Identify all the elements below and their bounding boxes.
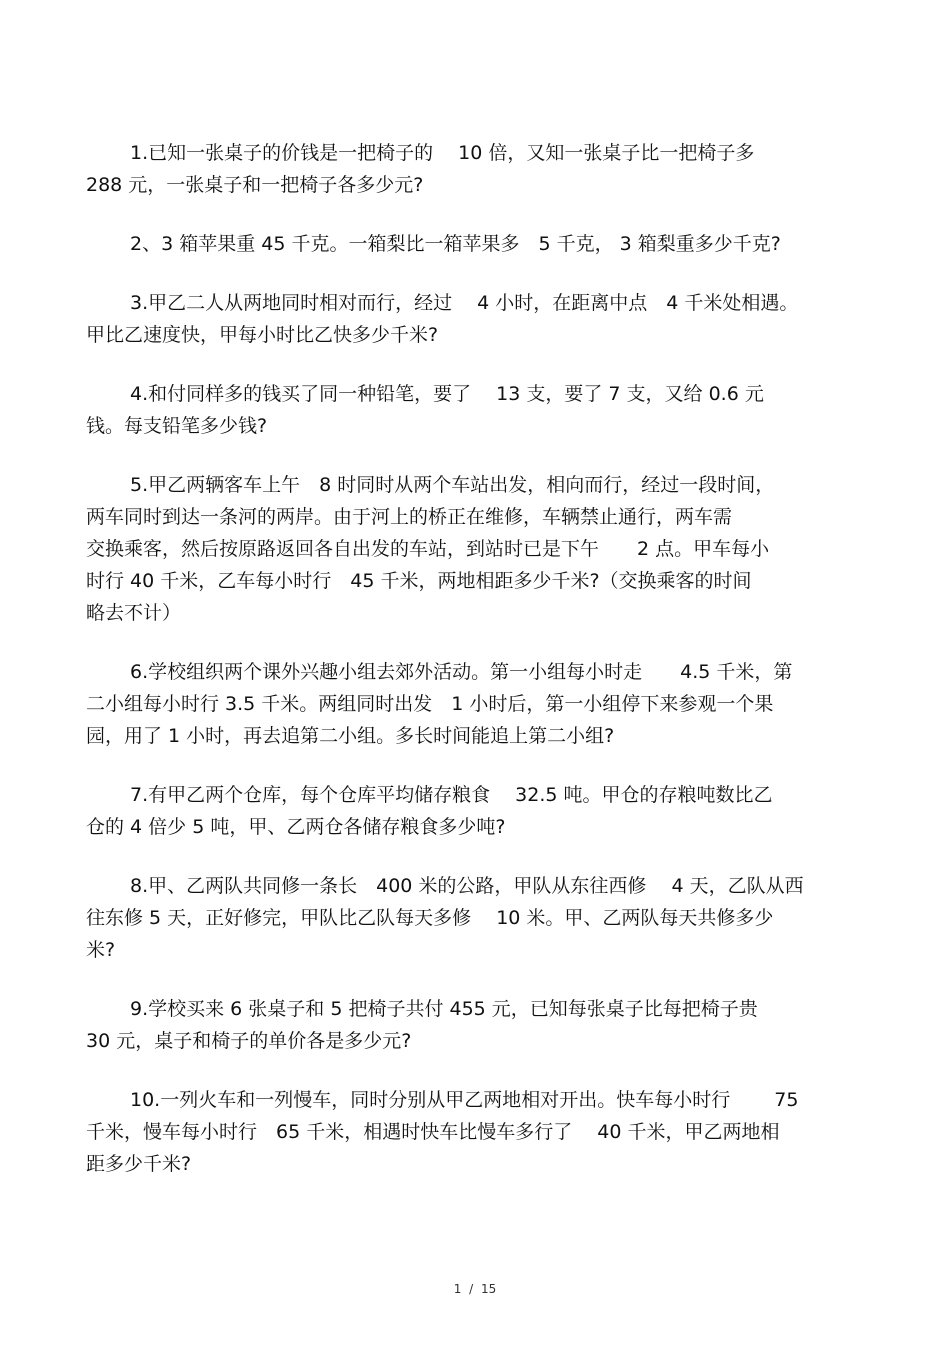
problem-line: 1.已知一张桌子的价钱是一把椅子的 10 倍，又知一张桌子比一把椅子多: [130, 142, 755, 164]
problem-line: 仓的 4 倍少 5 吨，甲、乙两仓各储存粮食多少吨?: [86, 816, 506, 838]
problem-line: 往东修 5 天，正好修完，甲队比乙队每天多修 10 米。甲、乙两队每天共修多少: [86, 907, 774, 929]
problem-line: 6.学校组织两个课外兴趣小组去郊外活动。第一小组每小时走 4.5 千米，第: [130, 661, 793, 683]
problem-10: [86, 1084, 866, 1180]
problem-8: [86, 870, 866, 966]
current-page-number: 1: [453, 1282, 462, 1296]
problem-line: 5.甲乙两辆客车上午 8 时同时从两个车站出发，相向而行，经过一段时间，: [130, 474, 775, 496]
problem-line: 甲比乙速度快，甲每小时比乙快多少千米?: [86, 324, 439, 346]
problem-line: 4.和付同样多的钱买了同一种铅笔，要了 13 支，要了 7 支，又给 0.6 元: [130, 383, 764, 405]
problem-line: 10.一列火车和一列慢车，同时分别从甲乙两地相对开出。快车每小时行 75: [130, 1089, 799, 1111]
page-number-footer: [0, 1282, 950, 1296]
problem-line: 钱。每支铅笔多少钱?: [86, 415, 268, 437]
problem-1: [86, 137, 866, 201]
total-page-count: 15: [481, 1282, 497, 1296]
problem-2: [86, 228, 866, 260]
problem-line: 交换乘客，然后按原路返回各自出发的车站，到站时已是下午 2 点。甲车每小: [86, 538, 770, 560]
problem-7: [86, 779, 866, 843]
problem-line: 二小组每小时行 3.5 千米。两组同时出发 1 小时后，第一小组停下来参观一个果: [86, 693, 774, 715]
problem-list: [86, 137, 866, 1207]
problem-line: 30 元，桌子和椅子的单价各是多少元?: [86, 1030, 412, 1052]
problem-line: 两车同时到达一条河的两岸。由于河上的桥正在维修，车辆禁止通行，两车需: [86, 506, 733, 528]
problem-line: 288 元，一张桌子和一把椅子各多少元?: [86, 174, 424, 196]
problem-line: 7.有甲乙两个仓库，每个仓库平均储存粮食 32.5 吨。甲仓的存粮吨数比乙: [130, 784, 773, 806]
problem-9: [86, 993, 866, 1057]
problem-6: [86, 656, 866, 752]
problem-4: [86, 378, 866, 442]
page-separator: /: [469, 1282, 474, 1296]
problem-line: 9.学校买来 6 张桌子和 5 把椅子共付 455 元，已知每张桌子比每把椅子贵: [130, 998, 758, 1020]
problem-line: 距多少千米?: [86, 1153, 192, 1175]
problem-line: 2、3 箱苹果重 45 千克。一箱梨比一箱苹果多 5 千克， 3 箱梨重多少千克?: [130, 233, 781, 255]
problem-line: 略去不计）: [86, 602, 182, 624]
problem-line: 千米，慢车每小时行 65 千米，相遇时快车比慢车多行了 40 千米，甲乙两地相: [86, 1121, 780, 1143]
problem-line: 米?: [86, 939, 116, 961]
problem-line: 园，用了 1 小时，再去追第二小组。多长时间能追上第二小组?: [86, 725, 615, 747]
problem-line: 时行 40 千米，乙车每小时行 45 千米，两地相距多少千米?（交换乘客的时间: [86, 570, 752, 592]
problem-5: [86, 469, 866, 629]
problem-line: 8.甲、乙两队共同修一条长 400 米的公路，甲队从东往西修 4 天，乙队从西: [130, 875, 804, 897]
problem-line: 3.甲乙二人从两地同时相对而行，经过 4 小时，在距离中点 4 千米处相遇。: [130, 292, 799, 314]
problem-3: [86, 287, 866, 351]
